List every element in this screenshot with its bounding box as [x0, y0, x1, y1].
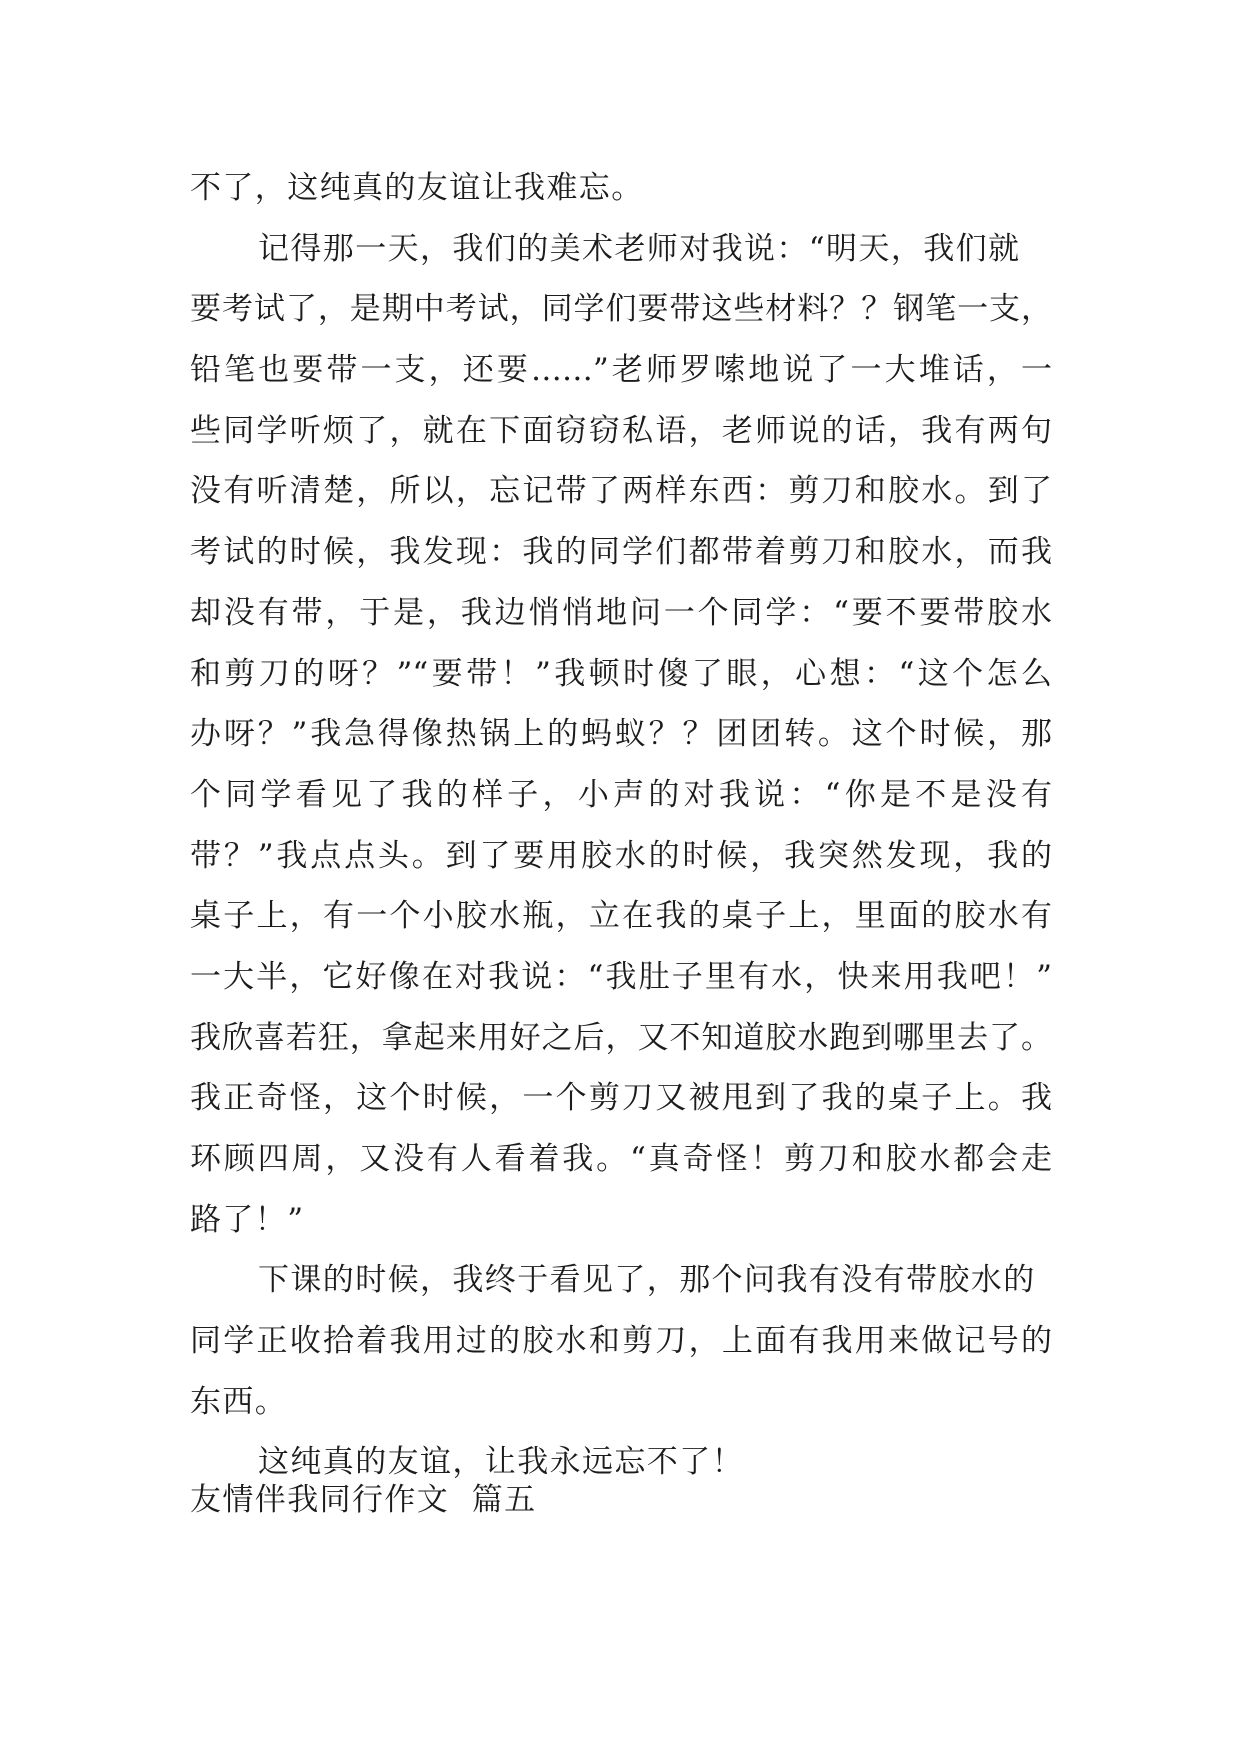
essay-body — [190, 158, 1052, 1493]
text-line: 要考试了，是期中考试，同学们要带这些材料？？钢笔一支， — [190, 291, 1052, 328]
text-line: 带？”我点点头。到了要用胶水的时候，我突然发现，我的 — [190, 837, 1052, 874]
text-line: 同学正收拾着我用过的胶水和剪刀，上面有我用来做记号的 — [190, 1323, 1052, 1360]
text-line: 一大半，它好像在对我说：“我肚子里有水，快来用我吧！” — [190, 958, 1052, 995]
text-line: 铅笔也要带一支，还要……”老师罗嗦地说了一大堆话，一 — [190, 352, 1052, 389]
text-line: 桌子上，有一个小胶水瓶，立在我的桌子上，里面的胶水有 — [190, 898, 1052, 935]
text-line: 和剪刀的呀？”“要带！”我顿时傻了眼，心想：“这个怎么 — [190, 655, 1052, 692]
text-line: 没有听清楚，所以，忘记带了两样东西：剪刀和胶水。到了 — [190, 473, 1052, 510]
section-heading: 友情伴我同行作文 篇五 — [190, 1482, 537, 1518]
paragraph-start-line: 记得那一天，我们的美术老师对我说：“明天，我们就 — [258, 230, 1021, 267]
paragraph-start-line: 这纯真的友谊，让我永远忘不了！ — [258, 1444, 744, 1481]
text-line: 东西。 — [190, 1383, 288, 1420]
text-line: 个同学看见了我的样子，小声的对我说：“你是不是没有 — [190, 776, 1052, 813]
text-line: 环顾四周，又没有人看着我。“真奇怪！剪刀和胶水都会走 — [190, 1141, 1052, 1177]
text-line: 我欣喜若狂，拿起来用好之后，又不知道胶水跑到哪里去了。 — [190, 1019, 1052, 1056]
text-line: 不了，这纯真的友谊让我难忘。 — [190, 170, 644, 206]
paragraph-start-line: 下课的时候，我终于看见了，那个问我有没有带胶水的 — [258, 1262, 1036, 1299]
text-line: 路了！” — [190, 1201, 305, 1238]
text-line: 些同学听烦了，就在下面窃窃私语，老师说的话，我有两句 — [190, 412, 1052, 449]
text-line: 办呀？”我急得像热锅上的蚂蚁？？团团转。这个时候，那 — [190, 716, 1052, 753]
text-line: 我正奇怪，这个时候，一个剪刀又被甩到了我的桌子上。我 — [190, 1080, 1052, 1117]
text-line: 却没有带，于是，我边悄悄地问一个同学：“要不要带胶水 — [190, 594, 1052, 631]
text-line: 考试的时候，我发现：我的同学们都带着剪刀和胶水，而我 — [190, 534, 1052, 571]
